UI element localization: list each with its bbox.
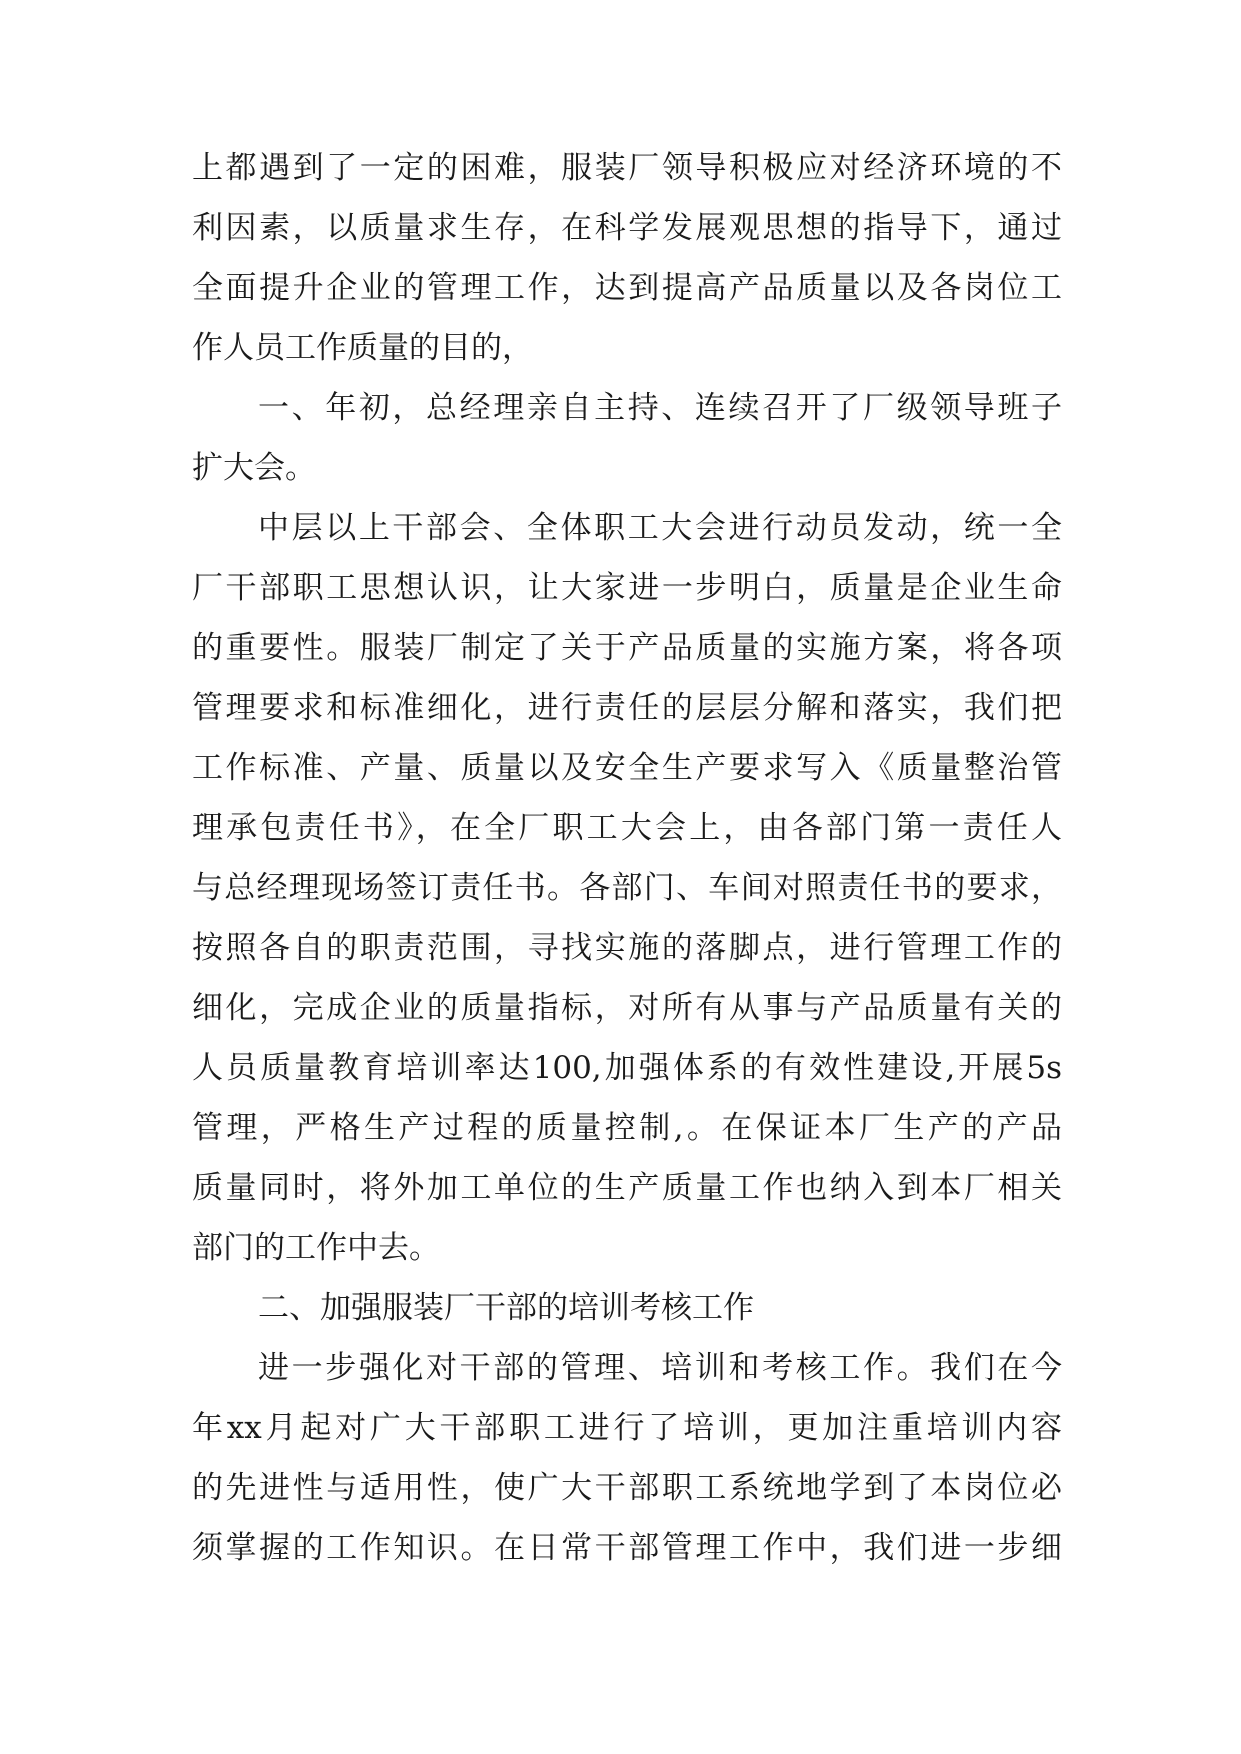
text-line: 管理要求和标准细化，进行责任的层层分解和落实，我们把	[192, 690, 1062, 726]
text-line: 全面提升企业的管理工作，达到提高产品质量以及各岗位工	[192, 270, 1062, 306]
text-line: 利因素，以质量求生存，在科学发展观思想的指导下，通过	[192, 210, 1062, 246]
text-line: 扩大会。	[192, 450, 316, 486]
text-line: 作人员工作质量的目的，	[192, 330, 533, 366]
paragraph-start-line: 中层以上干部会、全体职工大会进行动员发动，统一全	[258, 510, 1062, 546]
text-line: 人员质量教育培训率达100,加强体系的有效性建设,开展5s	[192, 1050, 1062, 1086]
text-line: 年xx月起对广大干部职工进行了培训，更加注重培训内容	[192, 1410, 1062, 1446]
section-heading-1-line: 一、年初，总经理亲自主持、连续召开了厂级领导班子	[258, 390, 1062, 426]
document-body	[192, 138, 1062, 1578]
text-line: 工作标准、产量、质量以及安全生产要求写入《质量整治管	[192, 750, 1062, 786]
text-line: 与总经理现场签订责任书。各部门、车间对照责任书的要求，	[192, 870, 1062, 906]
text-line: 细化，完成企业的质量指标，对所有从事与产品质量有关的	[192, 990, 1062, 1026]
text-line: 质量同时，将外加工单位的生产质量工作也纳入到本厂相关	[192, 1170, 1062, 1206]
section-heading-2-line: 二、加强服装厂干部的培训考核工作	[258, 1290, 754, 1326]
text-line: 上都遇到了一定的困难，服装厂领导积极应对经济环境的不	[192, 150, 1062, 186]
text-line: 的先进性与适用性，使广大干部职工系统地学到了本岗位必	[192, 1470, 1062, 1506]
text-line: 部门的工作中去。	[192, 1230, 440, 1266]
text-line: 厂干部职工思想认识，让大家进一步明白，质量是企业生命	[192, 570, 1062, 606]
text-line: 理承包责任书》，在全厂职工大会上，由各部门第一责任人	[192, 810, 1062, 846]
text-line: 的重要性。服装厂制定了关于产品质量的实施方案，将各项	[192, 630, 1062, 666]
paragraph-start-line: 进一步强化对干部的管理、培训和考核工作。我们在今	[258, 1350, 1062, 1386]
text-line: 须掌握的工作知识。在日常干部管理工作中，我们进一步细	[192, 1530, 1062, 1566]
text-line: 管理，严格生产过程的质量控制,。在保证本厂生产的产品	[192, 1110, 1062, 1146]
text-line: 按照各自的职责范围，寻找实施的落脚点，进行管理工作的	[192, 930, 1062, 966]
